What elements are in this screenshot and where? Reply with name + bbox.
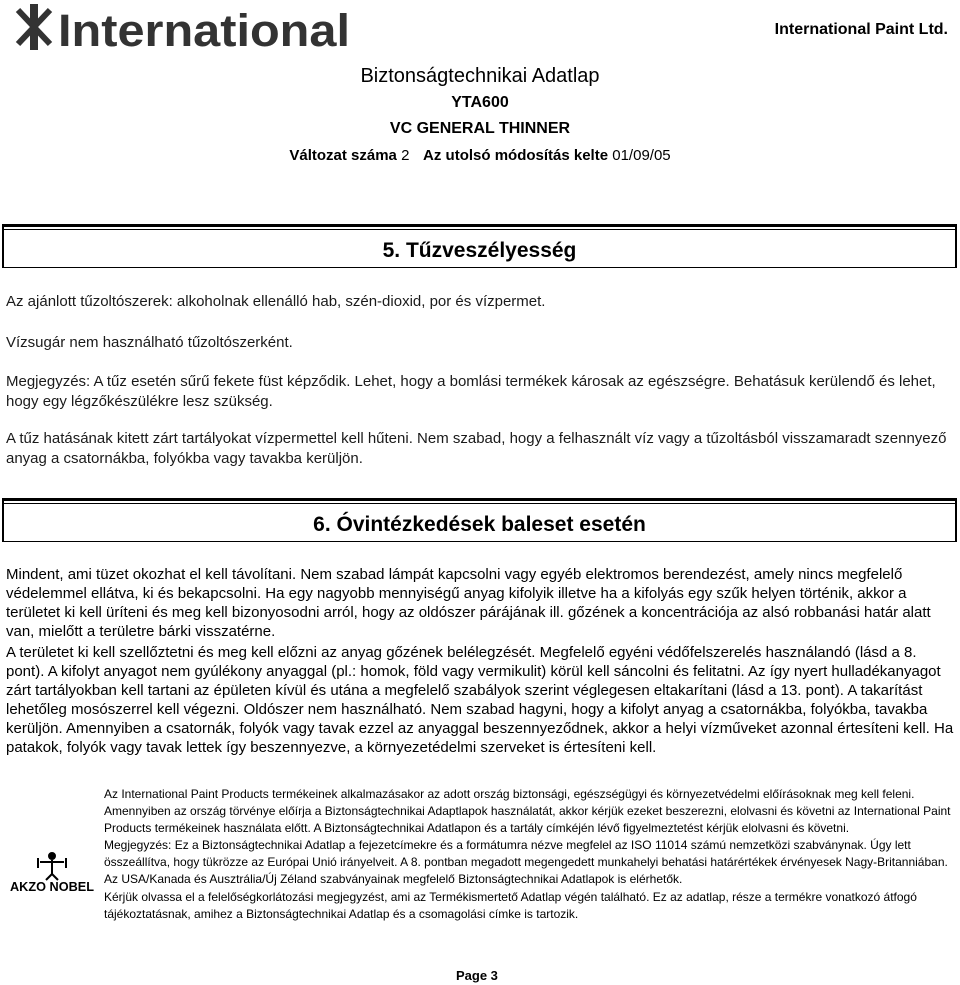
section-5-paragraph: Vízsugár nem használható tűzoltószerként. xyxy=(6,334,293,351)
section-5-title: 5. Tűzveszélyesség xyxy=(382,239,577,262)
section-6-paragraph: Mindent, ami tüzet okozhat el kell távolítani. Nem szabad lámpát kapcsolni vagy egyéb elektromos berendezést, amely nincs megfelelő védelemmel ellátva, ki és bekapcsolni. Ha egy nagyobb mennyiségű anyag kifolyik illetve ha a kifolyás egy szűk helyen történik, akkor a területet ki kell üríteni és meg kell bizonyosodni arról, hogy az oldószer párájának ill. gőzének a koncentrációja az alsó robbanási határ alatt van, mielőtt a területre bárki visszatérne. xyxy=(6,566,931,640)
section-5-paragraph: A tűz hatásának kitett zárt tartályokat vízpermettel kell hűteni. Nem szabad, hogy a felhasznált víz vagy a tűzoltásból visszamaradt szennyező anyag a csatornákba, folyókba vagy tavakba kerüljön. xyxy=(6,430,947,467)
product-code: YTA600 xyxy=(451,94,509,111)
svg-text:International: International xyxy=(58,5,350,54)
document-title: Biztonságtechnikai Adatlap xyxy=(360,65,600,87)
section-5-header xyxy=(2,224,957,268)
modified-label: Az utolsó módosítás kelte xyxy=(423,147,609,164)
section-5-paragraph: Megjegyzés: A tűz esetén sűrű fekete füst képződik. Lehet, hogy a bomlási termékek károsak az egészségre. Behatásuk kerülendő és lehet, hogy egy légzőkészülékre lesz szükség. xyxy=(6,373,936,410)
document-title-block xyxy=(0,62,960,169)
product-name: VC GENERAL THINNER xyxy=(389,120,571,137)
footer-paragraph: Az International Paint Products termékeinek alkalmazásakor az adott ország biztonsági, egészségügyi és környezetvédelmi előírásoknak meg kell feleni. xyxy=(104,787,915,801)
footer-disclaimer xyxy=(104,786,954,923)
akzo-figure-icon xyxy=(38,853,66,880)
version-value: 2 xyxy=(401,147,410,164)
international-logo xyxy=(12,2,357,54)
section-6-paragraph: A területet ki kell szellőztetni és meg kell előzni az anyag gőzének belélegzését. Megfelelő egyéni védőfelszerelés használandó (lásd a 8. pont). A kifolyt anyagot nem gyúlékony anyaggal (pl.: homok, föld vagy vermikulit) körül kell sáncolni és felitatni. Az így nyert hulladékanyagot zárt tartályokban kell tartani az épületen kívül és utána a megfelelő szabályok szerint véglegesen eltakarítani (lásd a 13. pont). A takarítást lehetőleg mosószerrel kell végezni. Oldószer nem használható. Nem szabad hagyni, hogy a kifolyt anyag a csatornákba, folyókba, tavakba kerüljön. Amennyiben a csatornák, folyók vagy tavak ezzel az anyaggal beszennyeződnek, akkor a helyi vízműveket azonnal értesíteni kell. Ha patakok, folyók vagy tavak lettek így beszennyezve, a környezetédelmi szerveket is értesíteni kell. xyxy=(6,644,954,756)
svg-text:AKZO NOBEL: AKZO NOBEL xyxy=(10,879,95,894)
page-number: Page 3 xyxy=(456,968,498,983)
section-6-title: 6. Óvintézkedések baleset esetén xyxy=(313,513,646,536)
version-label: Változat száma xyxy=(289,147,397,164)
section-6-header xyxy=(2,498,957,542)
footer-paragraph: Amennyiben az ország törvénye előírja a Biztonságtechnikai Adaptlapok használatát, akkor kérjük ezeket beszerezni, elolvasni és követni az International Paint Products termékeinek használata előtt. A Biztonságtechnikai Adatlapon és a tartály címkéjén lévő figyelmeztetést kérjük elolvasni és követni. xyxy=(104,804,951,836)
page-header xyxy=(0,0,960,60)
version-line xyxy=(0,142,960,169)
footer-paragraph: Megjegyzés: Ez a Biztonságtechnikai Adatlap a fejezetcímekre és a formátumra nézve megfelel az ISO 11014 számú nemzetközi szabványnak. Úgy lett összeállítva, hogy tükrözze az Európai Unió irányelveit. A 8. pontban megadott megengedett munkahelyi behatási határértékek érvényesek Nagy-Britanniában. Az USA/Kanada és Ausztrália/Új Zéland szabványainak megfelelő Biztonságtechnikai Adatlapok is elérhetők. xyxy=(104,838,948,887)
section-5-paragraph: Az ajánlott tűzoltószerek: alkoholnak ellenálló hab, szén-dioxid, por és vízpermet. xyxy=(6,293,546,310)
footer-paragraph: Kérjük olvassa el a felelőségkorlátozási megjegyzést, ami az Termékismertető Adatlap végén található. Ez az adatlap, része a termékre vonatkozó átfogó tájékoztatásnak, amihez a Biztonságtechnikai Adatlap és a csomagolási címke is tartozik. xyxy=(104,889,917,921)
company-name: International Paint Ltd. xyxy=(774,21,948,38)
modified-value: 01/09/05 xyxy=(612,147,671,164)
section-6-body xyxy=(6,565,954,759)
akzo-nobel-logo xyxy=(8,848,96,900)
